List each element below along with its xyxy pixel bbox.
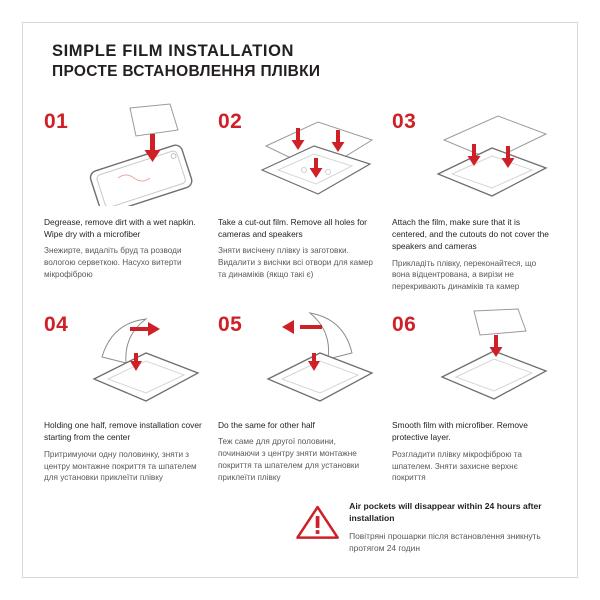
step-art-01	[44, 100, 208, 208]
step-text-uk-02: Зняти висічену плівку із заготовки. Видалити з висічки всі отвори для камер та динаміків (якщо такі є)	[218, 246, 373, 280]
step-number-05: 05	[218, 313, 243, 337]
step-text-05	[218, 411, 376, 484]
step-art-06	[392, 303, 556, 411]
page-title-uk: ПРОСТЕ ВСТАНОВЛЕННЯ ПЛІВКИ	[52, 62, 321, 80]
peel-liner-half-icon	[74, 303, 206, 409]
film-cutout-sheet-icon	[248, 100, 380, 206]
step-card-01	[44, 100, 208, 293]
warning-text-uk: Повітряні прошарки після встановлення зникнуть протягом 24 годин	[349, 530, 541, 554]
step-text-en-04: Holding one half, remove installation cover starting from the center	[44, 420, 202, 443]
step-text-06	[392, 411, 550, 484]
step-number-02: 02	[218, 110, 243, 133]
step-number-06: 06	[392, 313, 417, 337]
step-text-en-03: Attach the film, make sure that it is centered, and the cutouts do not cover the speakers and cameras	[392, 217, 549, 252]
step-text-04	[44, 411, 202, 484]
step-number-04: 04	[44, 313, 69, 337]
step-text-uk-03: Прикладіть плівку, переконайтеся, що вона відцентрована, а вирізи не перекривають динаміків та камер	[392, 258, 537, 292]
step-text-en-05: Do the same for other half	[218, 420, 315, 431]
step-art-04	[44, 303, 208, 411]
step-text-en-06: Smooth film with microfiber. Remove protective layer.	[392, 420, 528, 443]
peel-liner-other-half-icon	[248, 303, 380, 409]
step-text-01	[44, 208, 202, 281]
warning-triangle-icon	[296, 498, 339, 546]
film-attach-phone-icon	[422, 100, 554, 206]
step-text-03	[392, 208, 550, 293]
step-text-uk-01: Знежирте, видаліть бруд та розводи вологою серветкою. Насухо витерти мікрофіброю	[44, 246, 182, 280]
step-number-01: 01	[44, 110, 69, 133]
step-text-02	[218, 208, 376, 281]
warning-text-en: Air pockets will disappear within 24 hours after installation	[349, 501, 542, 524]
step-card-03	[392, 100, 556, 293]
steps-grid	[44, 100, 556, 484]
step-art-05	[218, 303, 382, 411]
smooth-microfiber-icon	[422, 303, 554, 409]
step-text-en-02: Take a cut-out film. Remove all holes for cameras and speakers	[218, 217, 367, 240]
step-card-04	[44, 303, 208, 484]
warning-block	[296, 498, 546, 554]
step-card-05	[218, 303, 382, 484]
step-text-en-01: Degrease, remove dirt with a wet napkin. Wipe dry with a microfiber	[44, 217, 196, 240]
page-title-en: SIMPLE FILM INSTALLATION	[52, 42, 295, 60]
step-text-uk-05: Теж саме для другої половини, починаючи з центру зняти монтажне покриття та шпателем для установки приклеїти плівку	[218, 437, 360, 483]
step-number-03: 03	[392, 110, 417, 133]
step-card-02	[218, 100, 382, 293]
step-text-uk-04: Притримуючи одну половинку, зняти з центру монтажне покриття та шпателем для установки приклеїти плівку	[44, 449, 197, 483]
step-card-06	[392, 303, 556, 484]
step-art-03	[392, 100, 556, 208]
step-text-uk-06: Розгладити плівку мікрофіброю та шпателем. Зняти захисне верхнє покриття	[392, 449, 522, 483]
header	[52, 42, 532, 82]
warning-text	[349, 498, 546, 554]
phone-wipe-cloth-icon	[74, 100, 206, 206]
step-art-02	[218, 100, 382, 208]
